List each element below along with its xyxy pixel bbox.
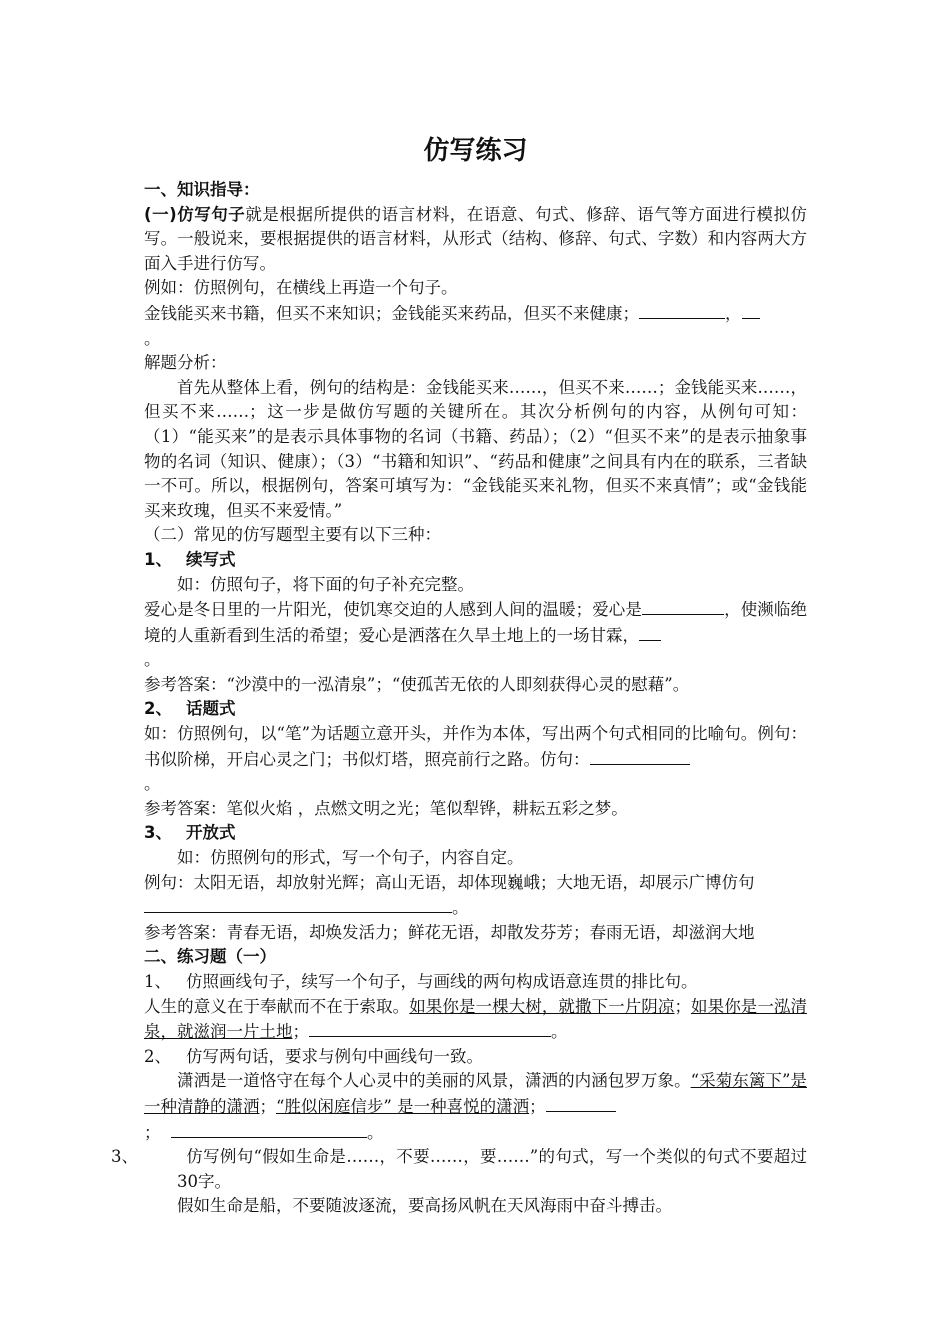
type-name: 续写式 <box>186 549 236 569</box>
definition-term: (一)仿写句子 <box>144 204 246 224</box>
practice-q1-body <box>144 995 807 1045</box>
type1-text-b: ，使濒临绝境的人重新看到生活的希望；爱心是洒落在久旱土地上的一场甘霖， <box>144 600 808 645</box>
example-end: 。 <box>144 328 161 348</box>
answer-blank[interactable] <box>546 1094 616 1112</box>
type1-text-a: 爱心是冬日里的一片阳光，使饥寒交迫的人感到人间的温暖；爱心是 <box>144 600 642 620</box>
type3-question: 如：仿照例句的形式，写一个句子，内容自定。 <box>177 848 524 868</box>
q1-semi: ； <box>292 1022 309 1042</box>
practice-q2 <box>144 1045 807 1070</box>
answer-blank[interactable] <box>171 1120 367 1138</box>
practice-q3-example: 假如生命是船，不要随波逐流，要高扬风帆在天风海雨中奋斗搏击。 <box>177 1196 672 1216</box>
types-intro: （二）常见的仿写题型主要有以下三种： <box>144 525 441 545</box>
type2-text: 如：仿照例句，以“笔”为话题立意开头，并作为本体，写出两个句式相同的比喻句。例句：书似阶梯，开启心灵之门；书似灯塔，照亮前行之路。仿句： <box>144 724 807 769</box>
type2-end: 。 <box>144 774 161 794</box>
answer-blank[interactable] <box>144 895 452 913</box>
q1-end: 。 <box>551 1022 568 1042</box>
section-heading-knowledge: 一、知识指导： <box>144 180 260 199</box>
analysis-label: 解题分析： <box>144 353 227 373</box>
question-number: 3、 <box>111 1147 138 1167</box>
type2-answer: 参考答案：笔似火焰 ，点燃文明之光；笔似犁铧，耕耘五彩之梦。 <box>144 798 628 818</box>
q2-intro: 潇洒是一道恪守在每个人心灵中的美丽的风景，潇洒的内涵包罗万象。 <box>177 1071 691 1091</box>
type-number: 3、 <box>144 823 172 843</box>
definition-text: 就是根据所提供的语言材料，在语意、句式、修辞、语气等方面进行模拟仿写。一般说来，要根据提供的语言材料，从形式（结构、修辞、句式、字数）和内容两大方面入手进行仿写。 <box>144 204 807 273</box>
type3-text: 例句：太阳无语，却放射光辉；高山无语，却体现巍峨；大地无语，却展示广博仿句 <box>144 872 755 892</box>
type-number: 2、 <box>144 699 172 719</box>
paragraph-definition <box>144 203 807 277</box>
practice-q2-body <box>144 1069 807 1145</box>
type3-sentence <box>144 871 807 921</box>
question-text: 仿照画线句子，续写一个句子，与画线的两句构成语意连贯的排比句。 <box>186 972 698 991</box>
answer-blank[interactable] <box>742 301 760 319</box>
q1-intro: 人生的意义在于奉献而不在于索取。 <box>144 996 410 1016</box>
analysis-text: 首先从整体上看，例句的结构是：金钱能买来……，但买不来……；金钱能买来……，但买不来……；这一步是做仿写题的关键所在。其次分析例句的内容，从例句可知：（1）“能买来”的是表示具体事物的名词（书籍、药品）；（2）“但买不来”的是表示抽象事物的名词（知识、健康）；（3）“书籍和知识”、“药品和健康”之间具有内在的联系，三者缺一不可。所以，根据例句，答案可填写为：“金钱能买来礼物，但买不来真情”；或“金钱能买来玫瑰，但买不来爱情。” <box>144 377 807 520</box>
type-heading-continue <box>144 548 807 573</box>
section-heading-practice: 二、练习题（一） <box>144 947 276 967</box>
question-number: 1、 <box>144 972 171 991</box>
question-number: 2、 <box>144 1046 171 1066</box>
type1-sentence <box>144 597 807 673</box>
answer-blank[interactable] <box>639 301 725 319</box>
type-heading-open <box>144 821 807 846</box>
example-intro: 例如：仿照例句，在横线上再造一个句子。 <box>144 278 458 298</box>
type3-answer: 参考答案：青春无语，却焕发活力；鲜花无语，却散发芬芳；春雨无语，却滋润大地 <box>144 922 755 942</box>
type3-end: 。 <box>452 898 469 918</box>
q2-end: 。 <box>367 1122 384 1142</box>
type2-question <box>144 722 807 797</box>
example-text: 金钱能买来书籍，但买不来知识；金钱能买来药品，但买不来健康； <box>144 303 639 323</box>
type-name: 开放式 <box>186 823 236 843</box>
document-page <box>111 128 808 1219</box>
q1-underlined-1: 如果你是一棵大树，就撒下一片阴凉 <box>409 996 675 1016</box>
page-title: 仿写练习 <box>423 136 528 166</box>
q1-underlined-2: 如果你是一泓清泉，就滋润一片土地 <box>144 996 808 1042</box>
q2-semi2: ； <box>144 1122 161 1142</box>
type1-question: 如：仿照句子，将下面的句子补充完整。 <box>177 574 474 594</box>
answer-blank[interactable] <box>642 597 724 615</box>
example-sentence <box>144 301 807 351</box>
answer-blank[interactable] <box>639 623 661 641</box>
q2-underlined-1: “采菊东篱下”是一种清静的潇洒 <box>144 1071 808 1116</box>
question-text: 仿写例句“假如生命是……，不要……，要……”的句式，写一个类似的句式不要超过30字。 <box>177 1147 807 1191</box>
q2-semi: ； <box>529 1096 546 1116</box>
answer-blank[interactable] <box>309 1019 551 1037</box>
example-comma: ， <box>725 303 742 323</box>
type1-answer: 参考答案：“沙漠中的一泓清泉”；“使孤苦无依的人即刻获得心灵的慰藉”。 <box>144 674 690 694</box>
practice-q1 <box>144 970 807 995</box>
answer-blank[interactable] <box>590 747 690 765</box>
type-name: 话题式 <box>186 699 236 719</box>
q2-underlined-2: “胜似闲庭信步” 是一种喜悦的潇洒 <box>276 1096 530 1116</box>
type1-end: 。 <box>144 650 161 670</box>
type-number: 1、 <box>144 549 172 569</box>
q2-sep: ； <box>259 1096 276 1116</box>
question-text: 仿写两句话，要求与例句中画线句一致。 <box>186 1046 483 1066</box>
practice-q3 <box>111 1145 807 1194</box>
q1-sep: ； <box>674 996 691 1016</box>
type-heading-topic <box>144 697 807 722</box>
